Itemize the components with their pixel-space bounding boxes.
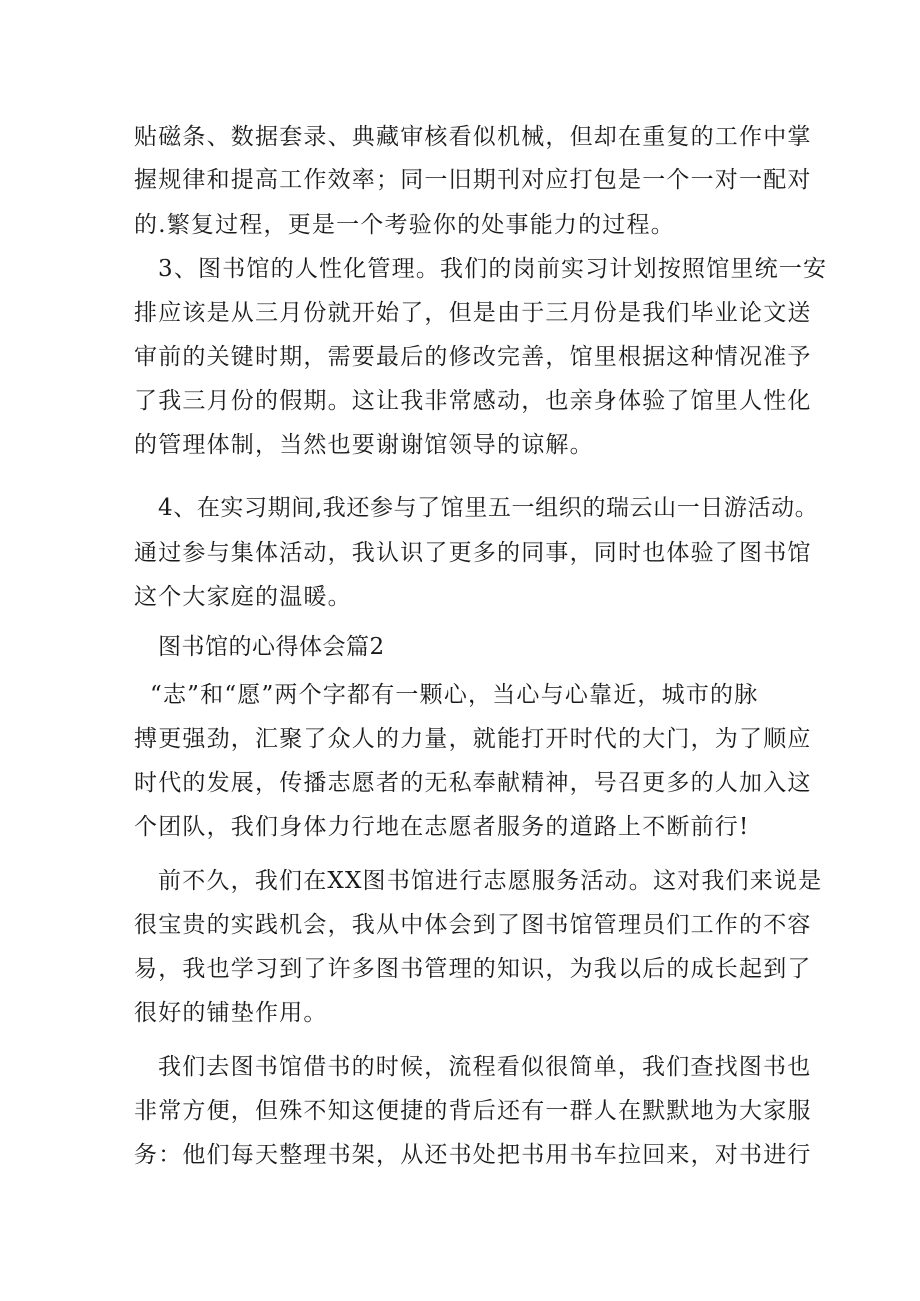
text-line: 这个大家庭的温暖。 (134, 584, 352, 610)
text-line: 排应该是从三月份就开始了，但是由于三月份是我们毕业论文送 (134, 300, 812, 326)
text-line: 4、在实习期间,我还参与了馆里五一组织的瑞云山一日游活动。 (158, 495, 819, 521)
text-line: 的.繁复过程，更是一个考验你的处事能力的过程。 (134, 212, 675, 238)
text-line: 通过参与集体活动，我认识了更多的同事，同时也体验了图书馆 (134, 540, 812, 566)
text-line: 很宝贵的实践机会，我从中体会到了图书馆管理员们工作的不容 (134, 912, 812, 938)
text-line: 非常方便，但殊不知这便捷的背后还有一群人在默默地为大家服 (134, 1098, 812, 1124)
text-line: 很好的铺垫作用。 (134, 1000, 328, 1026)
text-line: 前不久，我们在XX图书馆进行志愿服务活动。这对我们来说是 (158, 868, 823, 894)
text-line: 个团队，我们身体力行地在志愿者服务的道路上不断前行! (134, 814, 750, 840)
section-heading: 图书馆的心得体会篇2 (158, 634, 385, 660)
text-line: 握规律和提高工作效率；同一旧期刊对应打包是一个一对一配对 (134, 167, 812, 193)
text-line: 务：他们每天整理书架，从还书处把书用书车拉回来，对书进行 (134, 1142, 812, 1168)
text-line: 的管理体制，当然也要谢谢馆领导的谅解。 (134, 432, 594, 458)
text-line: 时代的发展，传播志愿者的无私奉献精神，号召更多的人加入这 (134, 770, 812, 796)
text-line: 我们去图书馆借书的时候，流程看似很简单，我们查找图书也 (158, 1054, 812, 1080)
text-line: 3、图书馆的人性化管理。我们的岗前实习计划按照馆里统一安 (158, 256, 828, 282)
text-line: 了我三月份的假期。这让我非常感动，也亲身体验了馆里人性化 (134, 388, 812, 414)
text-line: 贴磁条、数据套录、典藏审核看似机械，但却在重复的工作中掌 (134, 124, 812, 150)
text-line: 审前的关键时期，需要最后的修改完善，馆里根据这种情况准予 (134, 344, 812, 370)
text-line: “志”和“愿”两个字都有一颗心，当心与心靠近，城市的脉 (150, 682, 759, 708)
text-line: 搏更强劲，汇聚了众人的力量，就能打开时代的大门，为了顺应 (134, 726, 812, 752)
text-line: 易，我也学习到了许多图书管理的知识，为我以后的成长起到了 (134, 956, 812, 982)
